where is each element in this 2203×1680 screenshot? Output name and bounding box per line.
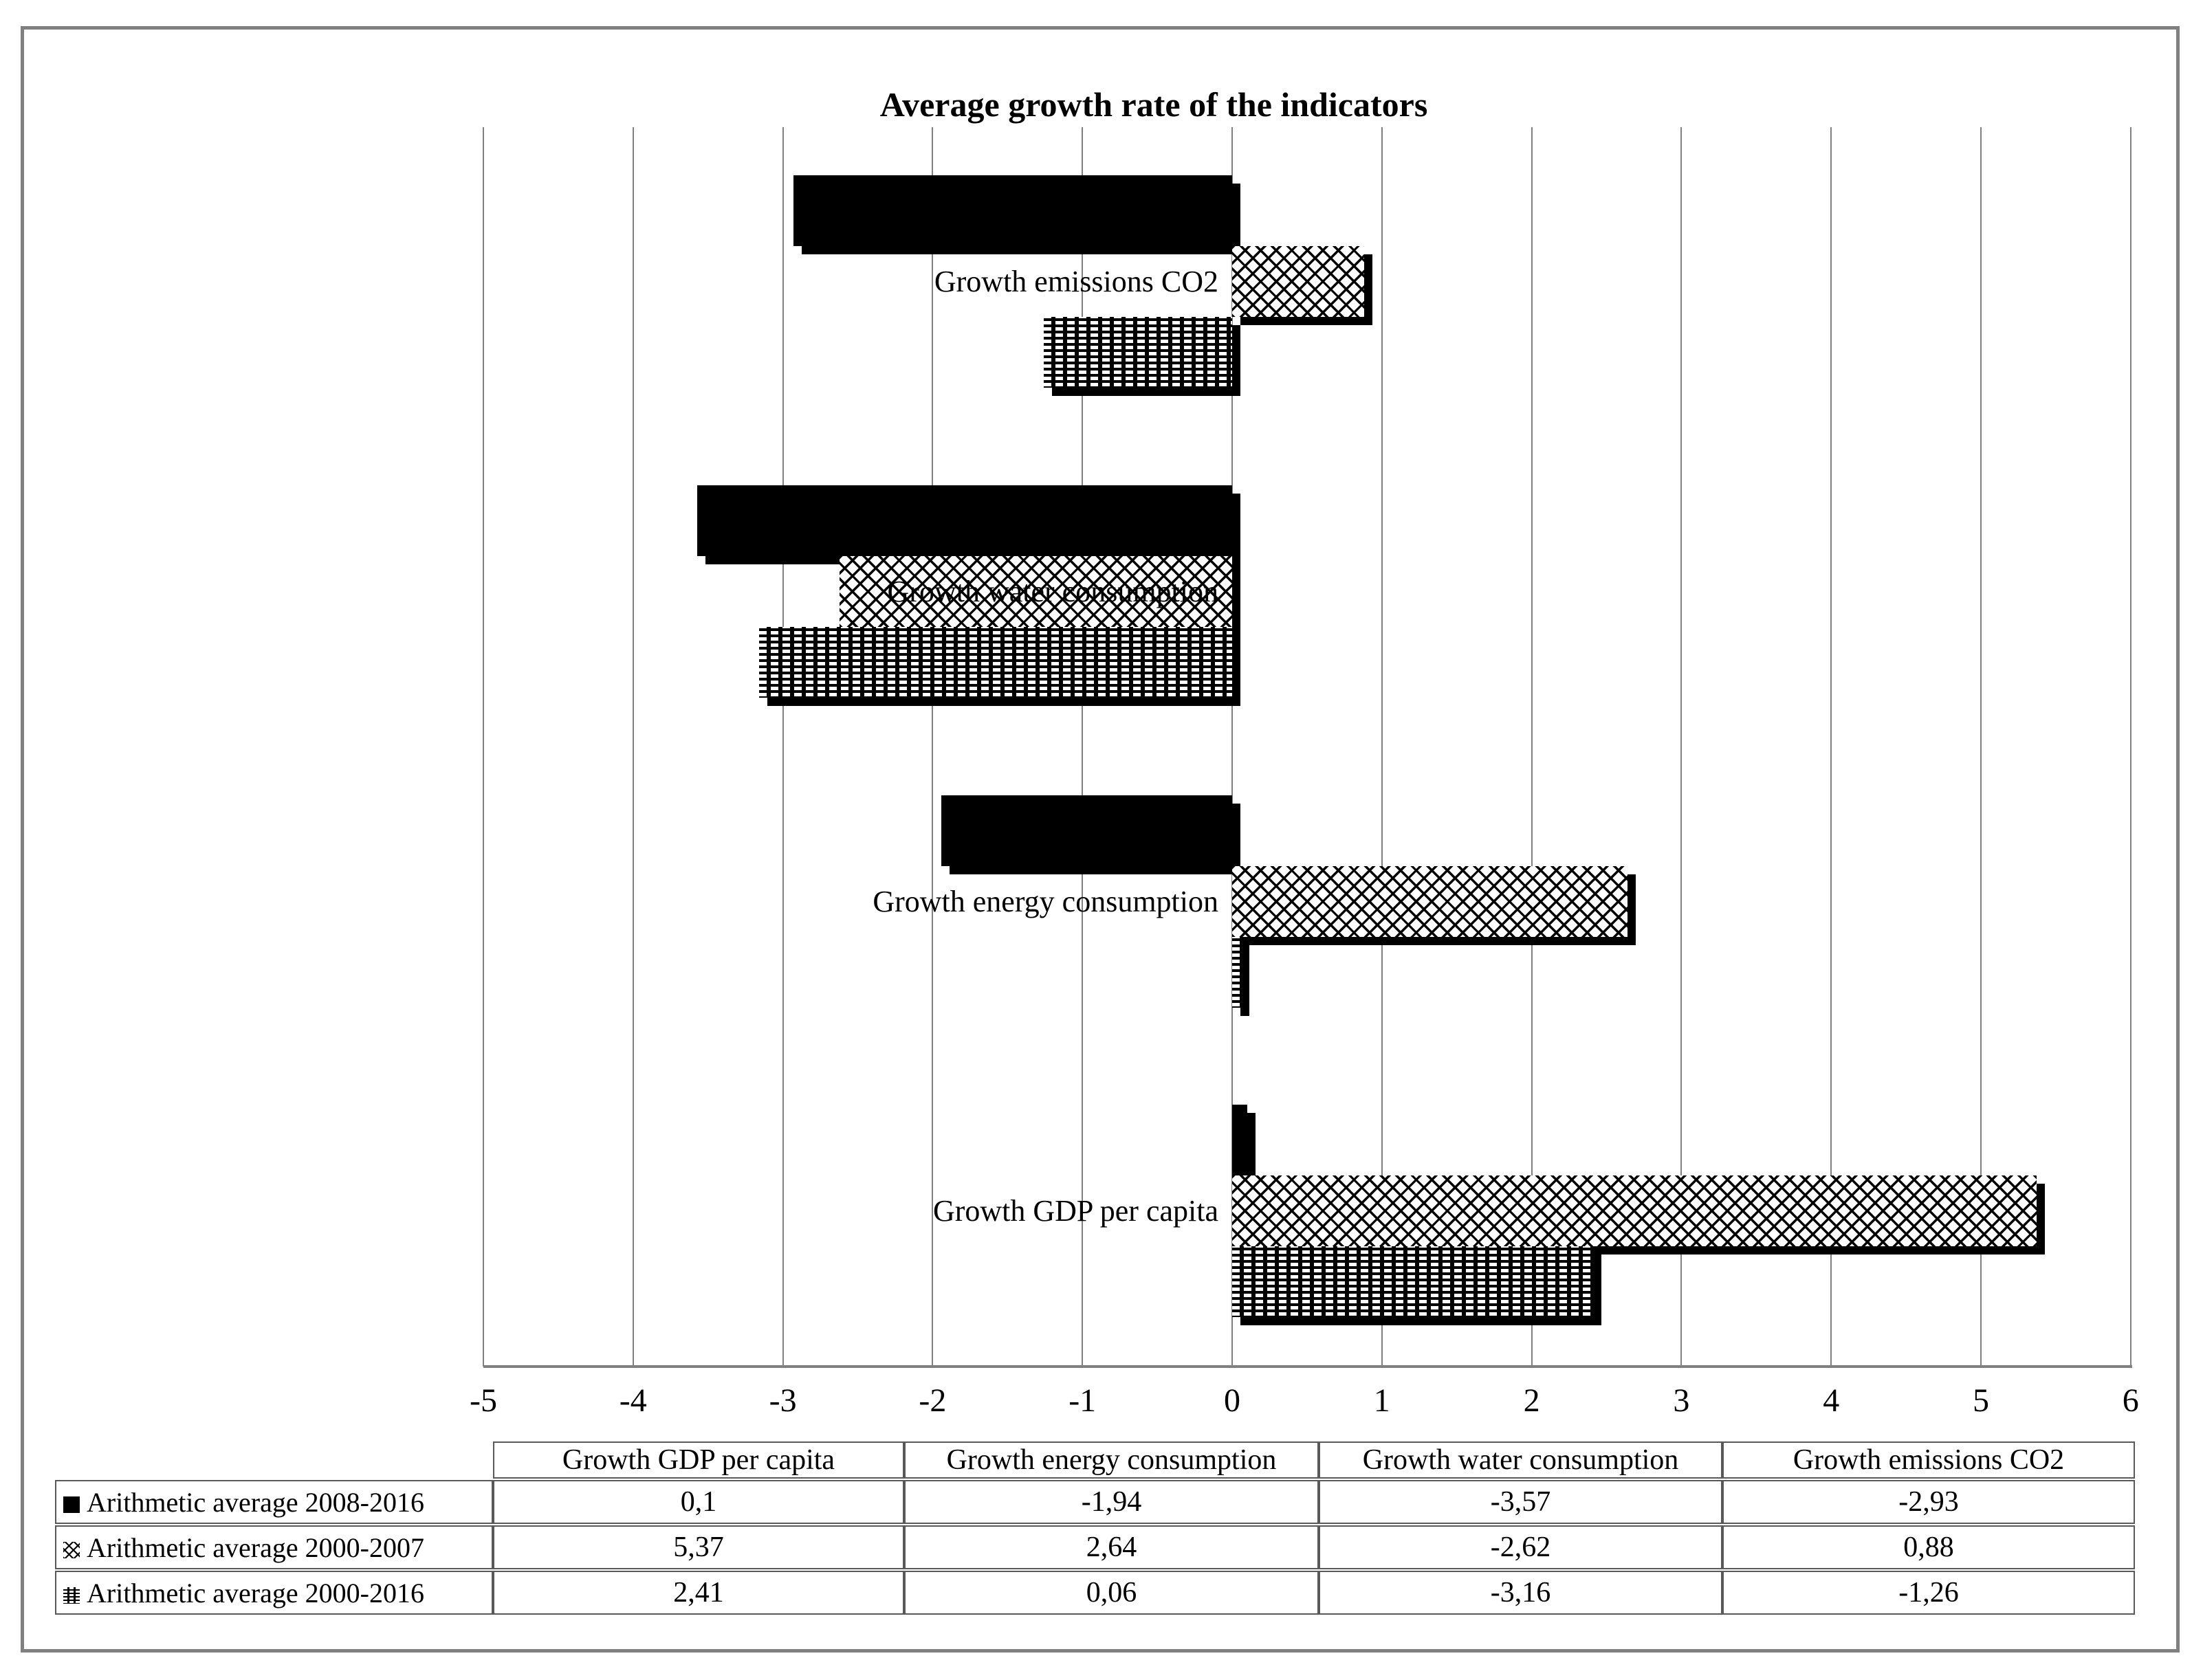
table-corner-cell [55,1441,493,1479]
legend-row-label: Arithmetic average 2008-2016 [55,1480,493,1524]
bar-arithmetic-average-2008-2016-growth-energy-consumption [941,795,1232,866]
legend-swatch-solid-black-icon [63,1496,80,1513]
x-axis-tick-label: -4 [619,1382,647,1419]
bar-arithmetic-average-2000-2007-growth-energy-consumption [1232,866,1627,937]
bar-arithmetic-average-2008-2016-growth-emissions-co2 [793,175,1232,246]
legend-row-label: Arithmetic average 2000-2016 [55,1571,493,1615]
table-value-cell: -2,62 [1319,1525,1722,1569]
x-axis-line [483,1365,2132,1368]
bar-arithmetic-average-2000-2016-growth-energy-consumption [1232,937,1241,1008]
table-value-cell: 0,06 [904,1571,1319,1615]
table-value-cell: 2,41 [493,1571,904,1615]
x-axis-tick-label: 1 [1373,1382,1390,1419]
table-value-cell: -1,94 [904,1480,1319,1524]
x-axis-tick-label: 6 [2122,1382,2139,1419]
table-value-cell: -3,57 [1319,1480,1722,1524]
bar-arithmetic-average-2000-2016-growth-water-consumption [759,627,1232,698]
table-value-cell: -2,93 [1722,1480,2135,1524]
category-label: Growth GDP per capita [932,1194,1218,1228]
table-column-header-growth-gdp-per-capita: Growth GDP per capita [493,1441,904,1479]
table-row [55,1525,2135,1569]
table-row [55,1480,2135,1524]
x-axis-tick-label: 5 [1973,1382,1989,1419]
legend-swatch-diagonal-crosshatch-icon [63,1542,80,1558]
table-column-header-growth-emissions-co2: Growth emissions CO2 [1722,1441,2135,1479]
legend-swatch-checker-dots-icon [63,1587,80,1604]
gridline [2130,127,2131,1367]
x-axis-tick-label: -1 [1068,1382,1097,1419]
bar-arithmetic-average-2008-2016-growth-gdp-per-capita [1232,1105,1247,1175]
category-label: Growth water consumption [887,574,1218,608]
x-axis-tick-label: 0 [1224,1382,1240,1419]
x-axis-tick-label: -3 [769,1382,797,1419]
chart-title: Average growth rate of the indicators [879,85,1428,124]
legend-row-label: Arithmetic average 2000-2007 [55,1525,493,1569]
x-axis-tick-label: -2 [919,1382,947,1419]
x-axis-tick-label: 3 [1673,1382,1690,1419]
bar-arithmetic-average-2000-2007-growth-gdp-per-capita [1232,1175,2037,1246]
table-value-cell: -1,26 [1722,1571,2135,1615]
x-axis-tick-label: -5 [470,1382,497,1419]
table-column-header-growth-water-consumption: Growth water consumption [1319,1441,1722,1479]
bar-arithmetic-average-2000-2007-growth-emissions-co2 [1232,246,1364,317]
table-value-cell: 0,88 [1722,1525,2135,1569]
table-value-cell: 5,37 [493,1525,904,1569]
data-table [55,1440,2135,1616]
bar-arithmetic-average-2000-2016-growth-emissions-co2 [1044,317,1232,388]
category-label: Growth energy consumption [873,884,1218,918]
table-value-cell: 2,64 [904,1525,1319,1569]
x-axis-tick-label: 4 [1823,1382,1840,1419]
table-row [55,1571,2135,1615]
table-value-cell: 0,1 [493,1480,904,1524]
category-label: Growth emissions CO2 [934,265,1218,298]
table-value-cell: -3,16 [1319,1571,1722,1615]
x-axis-tick-label: 2 [1523,1382,1540,1419]
bar-arithmetic-average-2000-2016-growth-gdp-per-capita [1232,1246,1593,1317]
bar-arithmetic-average-2008-2016-growth-water-consumption [697,485,1232,556]
table-column-header-growth-energy-consumption: Growth energy consumption [904,1441,1319,1479]
